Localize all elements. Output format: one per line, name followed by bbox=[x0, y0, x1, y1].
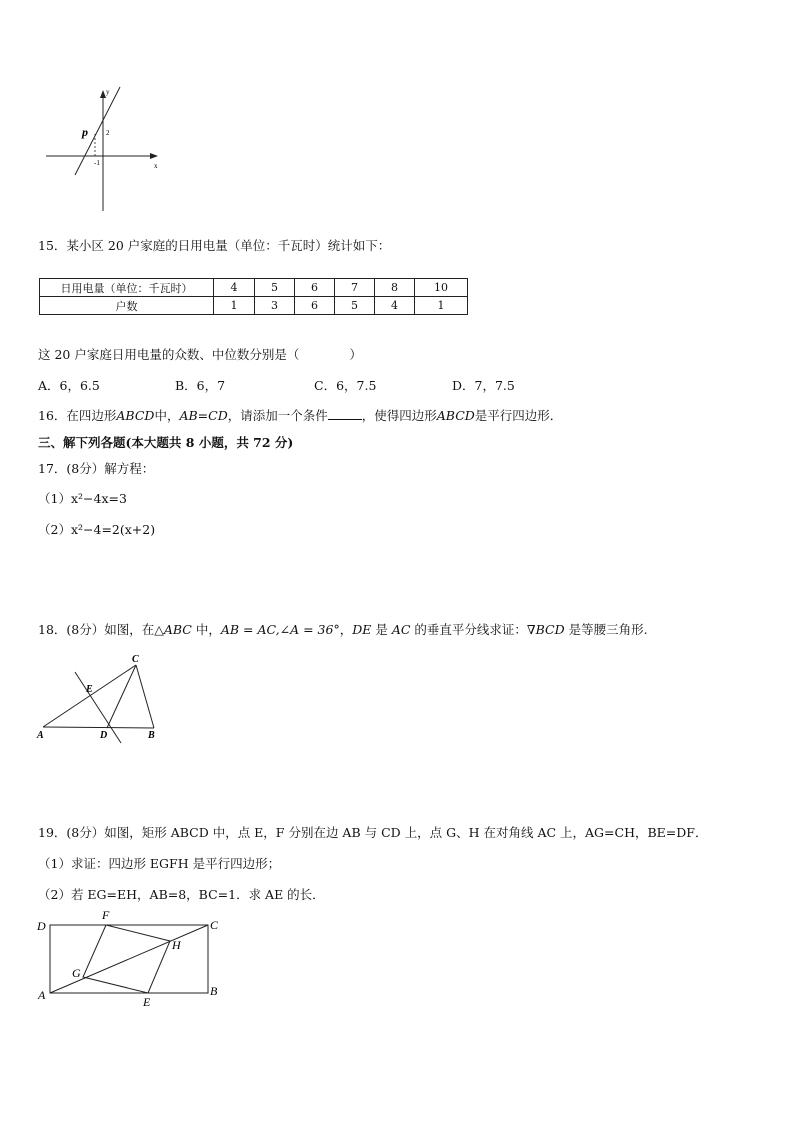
parallelogram-egfh bbox=[83, 925, 170, 993]
table-cell: 10 bbox=[415, 279, 468, 297]
segment-bc bbox=[136, 665, 154, 728]
figure-q18 bbox=[30, 650, 170, 745]
q18-mid2: ， bbox=[339, 622, 353, 637]
label-d: D bbox=[100, 730, 108, 741]
q18-prefix: 18．(8分）如图，在△ bbox=[38, 622, 164, 637]
label-b: B bbox=[148, 730, 155, 741]
table-cell: 7 bbox=[335, 279, 375, 297]
table-cell: 3 bbox=[255, 297, 295, 315]
q18-ac: AC bbox=[391, 622, 411, 637]
table-cell: 4 bbox=[214, 279, 255, 297]
q18-abc: ABC bbox=[163, 622, 192, 637]
section3-title: 三、解下列各题(本大题共 8 小题，共 72 分) bbox=[38, 435, 294, 450]
graph-q14 bbox=[40, 84, 170, 214]
q18-mid1: 中， bbox=[191, 622, 221, 637]
q18-stem bbox=[38, 620, 648, 638]
q16-part1: 16．在四边形 bbox=[38, 408, 117, 423]
q16-part4: ，使得四边形 bbox=[361, 408, 437, 423]
q15-option-c: C．6，7.5 bbox=[314, 378, 377, 393]
label-e: E bbox=[86, 684, 93, 695]
label-b: B bbox=[210, 984, 218, 998]
q15-option-b: B．6，7 bbox=[175, 378, 226, 393]
table-cell: 4 bbox=[375, 297, 415, 315]
q15-question: 这 20 户家庭日用电量的众数、中位数分别是（ ） bbox=[38, 347, 362, 362]
q15-option-d: D．7，7.5 bbox=[452, 378, 515, 393]
q16-abcd: ABCD bbox=[116, 408, 155, 423]
point-label: p bbox=[82, 125, 88, 139]
x-axis-label: x bbox=[154, 162, 158, 170]
y-axis-label: y bbox=[106, 88, 110, 96]
table-row bbox=[40, 279, 468, 297]
label-a: A bbox=[37, 730, 44, 741]
q18-mid4: 的垂直平分线求证： bbox=[410, 622, 527, 637]
table-cell: 5 bbox=[255, 279, 295, 297]
q16-part3: ，请添加一个条件 bbox=[227, 408, 328, 423]
q16-part2: 中， bbox=[154, 408, 180, 423]
x-axis-arrow bbox=[150, 153, 158, 159]
label-h: H bbox=[172, 938, 181, 952]
table-header-cell: 日用电量（单位：千瓦时） bbox=[40, 279, 214, 297]
table-cell: 6 bbox=[295, 297, 335, 315]
q18-de: DE bbox=[352, 622, 372, 637]
q16-answer-blank[interactable] bbox=[328, 408, 362, 420]
q19-stem: 19．(8分）如图，矩形 ABCD 中，点 E，F 分别在边 AB 与 CD 上，点 G、H 在对角线 AC 上，AG=CH，BE=DF． bbox=[38, 825, 708, 840]
q16-text bbox=[38, 406, 562, 424]
q17-stem: 17．(8分）解方程： bbox=[38, 461, 155, 476]
q15-stem: 15．某小区 20 户家庭的日用电量（单位：千瓦时）统计如下： bbox=[38, 238, 391, 253]
table-cell: 8 bbox=[375, 279, 415, 297]
q18-condition: AB = AC,∠A = 36° bbox=[220, 622, 340, 637]
label-e: E bbox=[143, 995, 151, 1009]
table-cell: 1 bbox=[214, 297, 255, 315]
y-tick-label: 2 bbox=[106, 129, 110, 137]
q17-sub2: （2）x²−4=2(x+2) bbox=[38, 522, 156, 537]
label-d: D bbox=[37, 919, 46, 933]
q18-triangle: ∇BCD bbox=[526, 622, 565, 637]
q16-part5: 是平行四边形． bbox=[474, 408, 563, 423]
figure-q19 bbox=[30, 905, 230, 1010]
table-cell: 1 bbox=[415, 297, 468, 315]
q15-table bbox=[39, 278, 468, 315]
label-c: C bbox=[210, 918, 219, 932]
label-g: G bbox=[72, 966, 81, 980]
q18-end: 是等腰三角形. bbox=[564, 622, 648, 637]
q19-sub2: （2）若 EG=EH，AB=8，BC=1．求 AE 的长． bbox=[38, 887, 325, 902]
q19-sub1: （1）求证：四边形 EGFH 是平行四边形； bbox=[38, 856, 281, 871]
q15-option-a: A．6，6.5 bbox=[38, 378, 100, 393]
diagonal-ac bbox=[50, 925, 208, 993]
table-cell: 6 bbox=[295, 279, 335, 297]
label-f: F bbox=[102, 908, 110, 922]
table-header-cell: 户数 bbox=[40, 297, 214, 315]
q18-mid3: 是 bbox=[371, 622, 392, 637]
table-row bbox=[40, 297, 468, 315]
q16-ab-eq-cd: AB=CD bbox=[179, 408, 228, 423]
q17-sub1: （1）x²−4x=3 bbox=[38, 491, 127, 506]
table-cell: 5 bbox=[335, 297, 375, 315]
q16-abcd-2: ABCD bbox=[436, 408, 475, 423]
perpendicular-bisector-de bbox=[75, 672, 121, 743]
segment-ab bbox=[43, 727, 154, 728]
label-a: A bbox=[38, 988, 46, 1002]
label-c: C bbox=[132, 654, 139, 665]
x-tick-label: -1 bbox=[94, 159, 100, 167]
